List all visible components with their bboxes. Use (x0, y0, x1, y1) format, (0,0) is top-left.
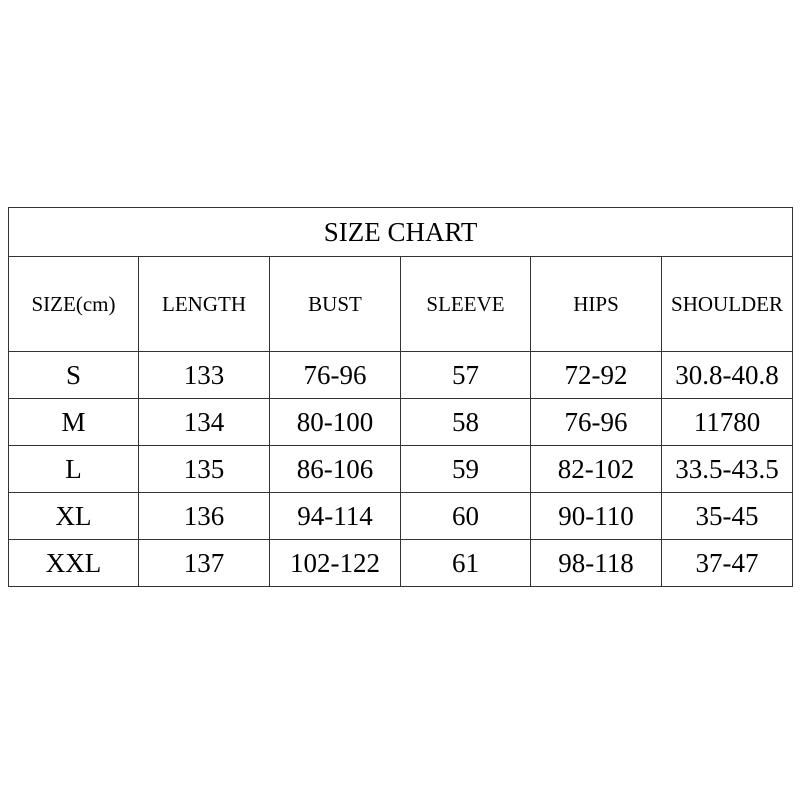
header-cell-shoulder: SHOULDER (662, 257, 793, 352)
header-cell-bust: BUST (270, 257, 401, 352)
table-cell-length: 137 (139, 540, 270, 587)
table-cell-size: L (9, 446, 139, 493)
table-cell-bust: 86-106 (270, 446, 401, 493)
header-row (9, 257, 793, 352)
table-cell-shoulder: 35-45 (662, 493, 793, 540)
table-row (9, 352, 793, 399)
header-cell-length: LENGTH (139, 257, 270, 352)
header-cell-size: SIZE(cm) (9, 257, 139, 352)
table-cell-hips: 98-118 (531, 540, 662, 587)
table-cell-bust: 76-96 (270, 352, 401, 399)
table-cell-length: 133 (139, 352, 270, 399)
table-cell-shoulder: 33.5-43.5 (662, 446, 793, 493)
title-row (9, 208, 793, 257)
table-cell-sleeve: 61 (401, 540, 531, 587)
table-row (9, 493, 793, 540)
table-cell-sleeve: 60 (401, 493, 531, 540)
table-cell-bust: 102-122 (270, 540, 401, 587)
table-cell-hips: 82-102 (531, 446, 662, 493)
table-cell-sleeve: 59 (401, 446, 531, 493)
table-cell-sleeve: 57 (401, 352, 531, 399)
table-cell-hips: 72-92 (531, 352, 662, 399)
size-chart-table (8, 207, 793, 587)
table-row (9, 446, 793, 493)
table-title: SIZE CHART (9, 208, 793, 257)
table-cell-shoulder: 11780 (662, 399, 793, 446)
table-cell-shoulder: 30.8-40.8 (662, 352, 793, 399)
header-cell-hips: HIPS (531, 257, 662, 352)
table-cell-size: S (9, 352, 139, 399)
table-cell-length: 134 (139, 399, 270, 446)
table-cell-sleeve: 58 (401, 399, 531, 446)
table-cell-shoulder: 37-47 (662, 540, 793, 587)
table-cell-hips: 76-96 (531, 399, 662, 446)
table-cell-bust: 80-100 (270, 399, 401, 446)
table-cell-size: XL (9, 493, 139, 540)
table-cell-size: M (9, 399, 139, 446)
table-cell-bust: 94-114 (270, 493, 401, 540)
table-cell-hips: 90-110 (531, 493, 662, 540)
table-cell-length: 136 (139, 493, 270, 540)
header-cell-sleeve: SLEEVE (401, 257, 531, 352)
table-row (9, 399, 793, 446)
table-cell-size: XXL (9, 540, 139, 587)
table-cell-length: 135 (139, 446, 270, 493)
table-row (9, 540, 793, 587)
